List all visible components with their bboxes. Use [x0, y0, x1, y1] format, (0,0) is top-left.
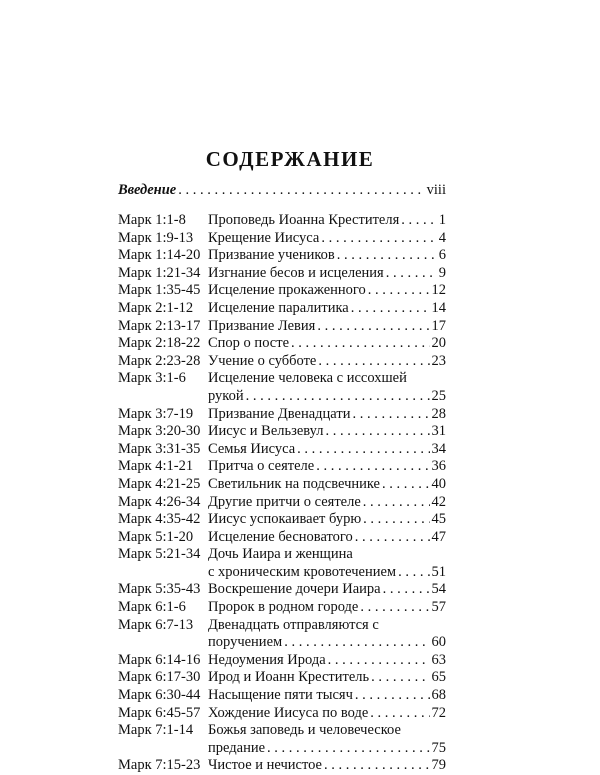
page-number: 72 [431, 704, 446, 721]
entry-title: Семья Иисуса [208, 440, 296, 457]
entry-title: Ирод и Иоанн Креститель [208, 669, 370, 686]
dot-leader [318, 353, 429, 371]
scripture-reference: Марк 6:7-13 [118, 616, 194, 633]
dot-leader [284, 634, 429, 652]
page-number: 68 [431, 687, 446, 704]
dot-leader [297, 441, 429, 459]
scripture-reference: Марк 1:1-8 [118, 212, 186, 228]
toc-entry[interactable] [118, 406, 446, 424]
scripture-reference: Марк 3:31-35 [118, 440, 201, 457]
table-of-contents [118, 212, 446, 775]
page-number: 65 [431, 669, 446, 686]
dot-leader [324, 757, 430, 775]
toc-entry[interactable] [118, 458, 446, 476]
entry-title: Другие притчи о сеятеле [208, 493, 361, 510]
scripture-reference: Марк 3:1-6 [118, 370, 186, 387]
page-number: 60 [431, 634, 446, 651]
entry-title: Притча о сеятеле [208, 458, 315, 475]
toc-entry[interactable] [118, 687, 446, 705]
dot-leader [352, 406, 429, 424]
dot-leader [355, 529, 430, 547]
dot-leader [328, 652, 430, 670]
entry-title-first-line: Дочь Иаира и женщина [208, 546, 353, 563]
toc-entry[interactable] [118, 282, 446, 300]
page-number: 42 [431, 493, 446, 510]
scripture-reference: Марк 7:15-23 [118, 757, 201, 774]
scripture-reference: Марк 2:18-22 [118, 335, 201, 352]
page-number: 23 [431, 352, 446, 369]
page-number: 45 [431, 511, 446, 528]
entry-title: Воскрешение дочери Иаира [208, 581, 381, 598]
dot-leader [326, 423, 430, 441]
dot-leader [401, 212, 436, 230]
page-number: 28 [431, 405, 446, 422]
scripture-reference: Марк 1:21-34 [118, 264, 201, 281]
entry-title-first-line: Исцеление человека с иссохшей [208, 370, 407, 387]
scripture-reference: Марк 2:13-17 [118, 317, 201, 334]
page-number: 36 [431, 458, 446, 475]
dot-leader [316, 458, 429, 476]
dot-leader [317, 318, 429, 336]
intro-page-number: viii [426, 182, 446, 198]
toc-entry[interactable] [118, 441, 446, 459]
page-number: 14 [431, 299, 446, 316]
dot-leader [363, 494, 430, 512]
entry-title: Светильник на подсвечнике [208, 475, 380, 492]
scripture-reference: Марк 1:14-20 [118, 247, 201, 264]
entry-title: Спор о посте [208, 335, 290, 352]
entry-title: Пророк в родном городе [208, 599, 359, 616]
page-number: 79 [431, 757, 446, 774]
page-number: 9 [438, 264, 446, 281]
page-number: 51 [431, 563, 446, 580]
toc-entry[interactable] [118, 318, 446, 336]
dot-leader [355, 687, 430, 705]
dot-leader [321, 230, 436, 248]
dot-leader [386, 265, 437, 283]
scripture-reference: Марк 6:14-16 [118, 651, 201, 668]
entry-title: Исцеление паралитика [208, 299, 349, 316]
toc-entry[interactable] [118, 652, 446, 670]
page-number: 63 [431, 651, 446, 668]
dot-leader [337, 247, 437, 265]
dot-leader [398, 564, 429, 582]
toc-intro-row[interactable] [118, 182, 446, 199]
toc-entry[interactable] [118, 353, 446, 371]
toc-entry[interactable] [118, 599, 446, 617]
entry-title: Крещение Иисуса [208, 229, 320, 246]
entry-title: поручением [208, 634, 283, 651]
dot-leader [291, 335, 429, 353]
toc-entry[interactable] [118, 265, 446, 283]
toc-entry[interactable] [118, 581, 446, 599]
entry-title-first-line: Двенадцать отправляются с [208, 616, 379, 633]
dot-leader [246, 388, 430, 406]
scripture-reference: Марк 1:9-13 [118, 229, 194, 246]
scripture-reference: Марк 5:21-34 [118, 546, 201, 563]
toc-entry[interactable] [118, 370, 446, 405]
toc-entry[interactable] [118, 669, 446, 687]
scripture-reference: Марк 1:35-45 [118, 282, 201, 299]
page-number: 75 [431, 739, 446, 756]
toc-entry[interactable] [118, 476, 446, 494]
toc-entry[interactable] [118, 300, 446, 318]
entry-title: Учение о субботе [208, 352, 317, 369]
toc-entry[interactable] [118, 335, 446, 353]
entry-title: Исцеление прокаженного [208, 282, 366, 299]
scripture-reference: Марк 4:21-25 [118, 475, 201, 492]
page-title: СОДЕРЖАНИЕ [205, 147, 375, 171]
dot-leader [371, 669, 429, 687]
toc-entry[interactable] [118, 212, 446, 230]
scripture-reference: Марк 3:7-19 [118, 405, 194, 422]
page-number: 31 [431, 423, 446, 440]
toc-entry[interactable] [118, 423, 446, 441]
dot-leader [370, 705, 429, 723]
toc-entry[interactable] [118, 722, 446, 757]
entry-title-first-line: Божья заповедь и человеческое [208, 722, 401, 739]
page-number: 4 [438, 229, 446, 246]
page-number: 1 [438, 212, 446, 228]
scripture-reference: Марк 6:30-44 [118, 687, 201, 704]
entry-title: Недоумения Ирода [208, 651, 326, 668]
scripture-reference: Марк 5:35-43 [118, 581, 201, 598]
entry-title: Чистое и нечистое [208, 757, 322, 774]
page-number: 17 [431, 317, 446, 334]
dot-leader [351, 300, 430, 318]
scripture-reference: Марк 4:26-34 [118, 493, 201, 510]
entry-title: Иисус успокаивает бурю [208, 511, 362, 528]
page-number: 40 [431, 475, 446, 492]
scripture-reference: Марк 3:20-30 [118, 423, 201, 440]
scripture-reference: Марк 6:45-57 [118, 704, 201, 721]
toc-entry[interactable] [118, 230, 446, 248]
intro-label: Введение [118, 182, 177, 198]
scripture-reference: Марк 6:17-30 [118, 669, 201, 686]
entry-title: Иисус и Вельзевул [208, 423, 324, 440]
entry-title: Призвание Левия [208, 317, 316, 334]
dot-leader [267, 740, 429, 758]
page-number: 25 [431, 387, 446, 404]
page-number: 47 [431, 528, 446, 545]
dot-leader [178, 182, 424, 199]
entry-title: Насыщение пяти тысяч [208, 687, 353, 704]
entry-title: Призвание Двенадцати [208, 405, 351, 422]
entry-title: предание [208, 739, 266, 756]
page-number: 20 [431, 335, 446, 352]
page-number: 54 [431, 581, 446, 598]
page-number: 12 [431, 282, 446, 299]
scripture-reference: Марк 4:1-21 [118, 458, 194, 475]
page-number: 57 [431, 599, 446, 616]
toc-entry[interactable] [118, 757, 446, 775]
scripture-reference: Марк 4:35-42 [118, 511, 201, 528]
toc-entry[interactable] [118, 247, 446, 265]
entry-title: Изгнание бесов и исцеления [208, 264, 384, 281]
scripture-reference: Марк 2:23-28 [118, 352, 201, 369]
entry-title: рукой [208, 387, 244, 404]
dot-leader [368, 282, 430, 300]
entry-title: Проповедь Иоанна Крестителя [208, 212, 400, 228]
dot-leader [382, 476, 430, 494]
scripture-reference: Марк 5:1-20 [118, 528, 194, 545]
page-number: 34 [431, 440, 446, 457]
entry-title: Исцеление бесноватого [208, 528, 353, 545]
scripture-reference: Марк 7:1-14 [118, 722, 194, 739]
entry-title: Хождение Иисуса по воде [208, 704, 369, 721]
scripture-reference: Марк 6:1-6 [118, 599, 186, 616]
dot-leader [363, 511, 429, 529]
toc-entry[interactable] [118, 705, 446, 723]
dot-leader [383, 581, 430, 599]
entry-title: Призвание учеников [208, 247, 335, 264]
dot-leader [360, 599, 429, 617]
toc-entry[interactable] [118, 617, 446, 652]
toc-entry[interactable] [118, 546, 446, 581]
toc-entry[interactable] [118, 511, 446, 529]
toc-entry[interactable] [118, 529, 446, 547]
page-number: 6 [438, 247, 446, 264]
scripture-reference: Марк 2:1-12 [118, 299, 194, 316]
toc-entry[interactable] [118, 494, 446, 512]
entry-title: с хроническим кровотечением [208, 563, 397, 580]
